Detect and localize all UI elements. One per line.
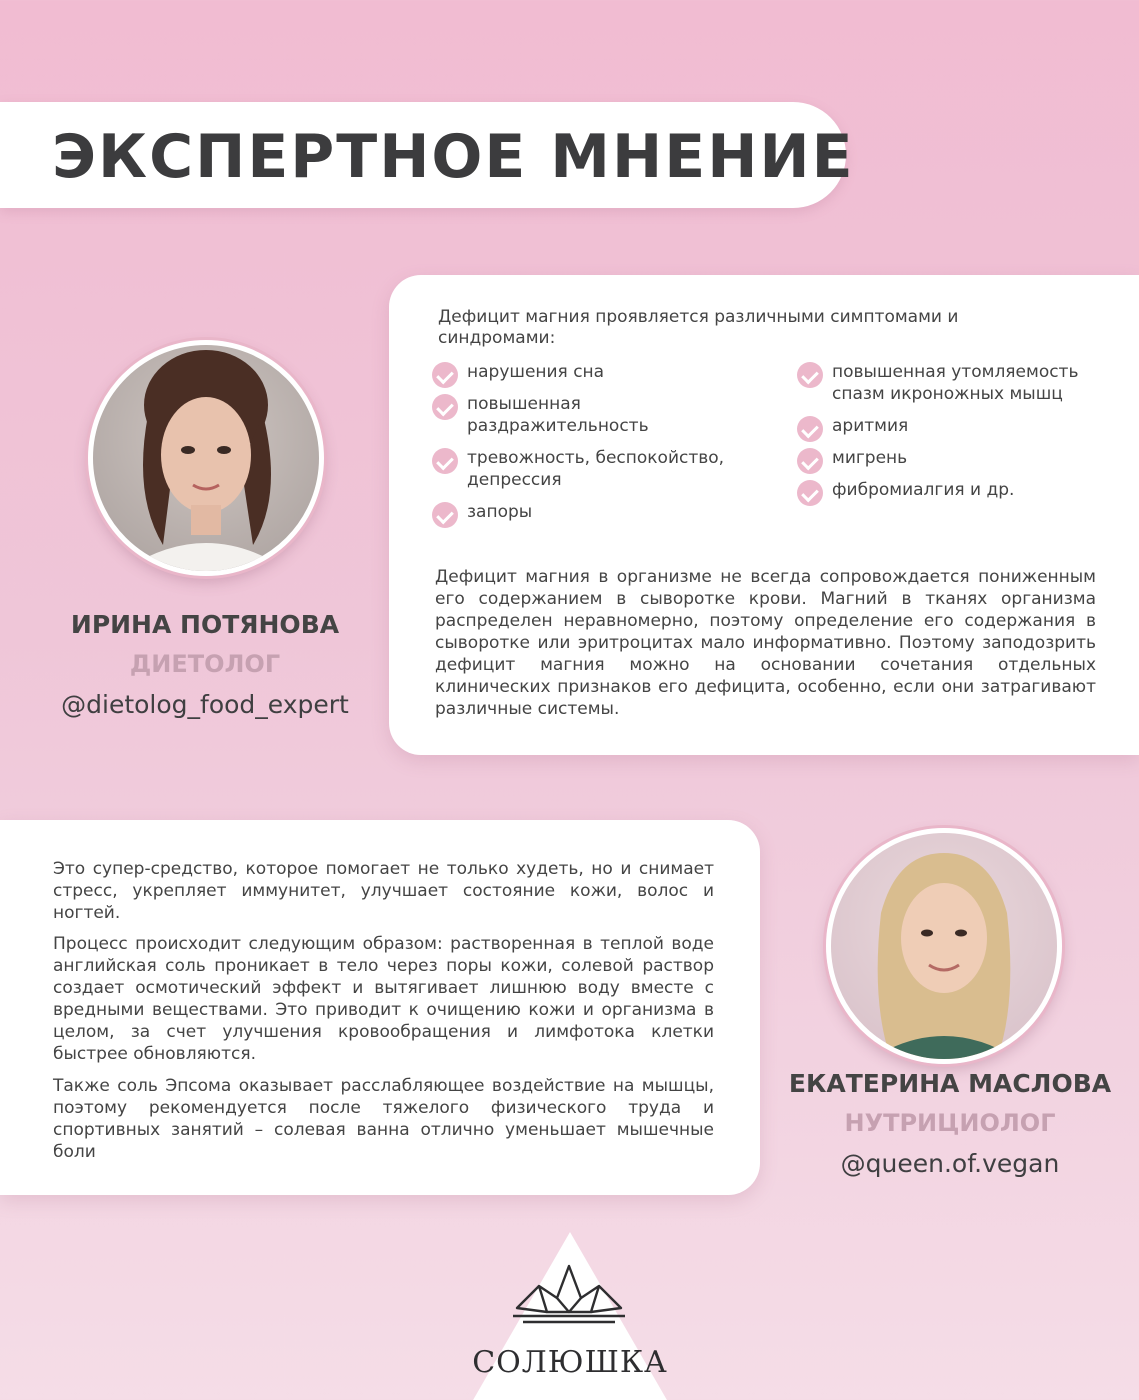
symptoms-list-right bbox=[797, 361, 1097, 511]
check-icon bbox=[797, 480, 823, 506]
check-icon bbox=[797, 362, 823, 388]
person-photo-icon bbox=[831, 833, 1057, 1059]
check-icon bbox=[797, 416, 823, 442]
avatar bbox=[88, 340, 324, 576]
check-icon bbox=[432, 394, 458, 420]
expert2-name: ЕКАТЕРИНА МАСЛОВА bbox=[788, 1069, 1112, 1098]
expert2-paragraph: Процесс происходит следующим образом: растворенная в теплой воде английская соль проникает в тело через поры кожи, солевой раствор создает осмотический эффект и вытягивает лишнюю воду вместе с вредными веществами. Это приводит к очищению кожи и организма в целом, за счет улучшения кровообращения и лимфотока клетки быстрее обновляются. bbox=[53, 934, 714, 1064]
symptom-item: аритмия bbox=[797, 415, 1097, 437]
symptom-item: фибромиалгия и др. bbox=[797, 479, 1097, 501]
person-photo-icon bbox=[93, 345, 319, 571]
symptom-item: повышенная утомляемость спазм икроножных мышц bbox=[797, 361, 1097, 405]
expert1-handle[interactable]: @dietolog_food_expert bbox=[61, 690, 349, 719]
check-icon bbox=[432, 448, 458, 474]
page-title: ЭКСПЕРТНОЕ МНЕНИЕ bbox=[52, 122, 855, 192]
expert1-paragraph: Дефицит магния в организме не всегда сопровождается пониженным его содержанием в сыворотке крови. Магний в тканях организма распределен неравномерно, поэтому определение его содержания в сыворотке или эритроцитах мало информативно. Поэтому заподозрить дефицит магния можно на основании сочетания отдельных клинических признаков его дефицита, особенно, если они затрагивают различные системы. bbox=[435, 567, 1096, 719]
symptom-item: запоры bbox=[432, 501, 752, 523]
expert1-role: ДИЕТОЛОГ bbox=[129, 650, 281, 678]
symptoms-list-left bbox=[432, 361, 752, 533]
check-icon bbox=[432, 502, 458, 528]
expert2-role: НУТРИЦИОЛОГ bbox=[844, 1109, 1056, 1137]
symptom-item: тревожность, беспокойство, депрессия bbox=[432, 447, 752, 491]
expert1-intro: Дефицит магния проявляется различными симптомами и синдромами: bbox=[438, 307, 959, 348]
check-icon bbox=[797, 448, 823, 474]
symptom-item: повышенная раздражительность bbox=[432, 393, 752, 437]
expert2-handle[interactable]: @queen.of.vegan bbox=[840, 1149, 1060, 1178]
symptom-item: нарушения сна bbox=[432, 361, 752, 383]
avatar bbox=[826, 828, 1062, 1064]
expert1-name: ИРИНА ПОТЯНОВА bbox=[70, 610, 340, 639]
symptom-item: мигрень bbox=[797, 447, 1097, 469]
check-icon bbox=[432, 362, 458, 388]
crystal-logo-icon bbox=[509, 1262, 629, 1332]
expert2-paragraph: Также соль Эпсома оказывает расслабляющее воздействие на мышцы, поэтому рекомендуется после тяжелого физического труда и спортивных занятий – солевая ванна отлично уменьшает мышечные боли bbox=[53, 1076, 714, 1162]
expert2-paragraph: Это супер-средство, которое помогает не только худеть, но и снимает стресс, укрепляет иммунитет, улучшает состояние кожи, волос и ногтей. bbox=[53, 859, 714, 923]
logo-text: СОЛЮШКА bbox=[472, 1345, 668, 1380]
